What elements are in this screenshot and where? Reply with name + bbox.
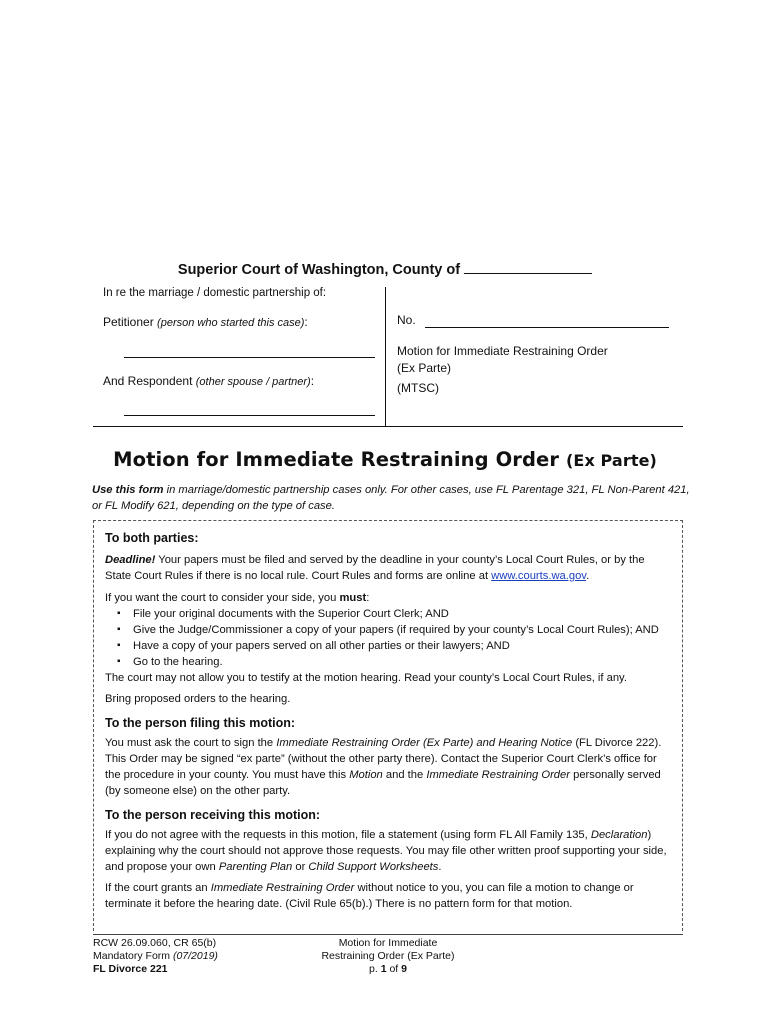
consider-lead: If you want the court to consider your side, you	[105, 592, 340, 604]
petitioner-label: Petitioner	[103, 315, 154, 329]
intro-text: in marriage/domestic partnership cases only. For other cases, use FL Parentage 321, FL Non-Parent 421, or FL Modify 621, depending on the type of case.	[92, 484, 690, 512]
filing-text-3: and the	[382, 769, 427, 781]
footer-page-total: 9	[401, 963, 407, 975]
testify-paragraph: The court may not allow you to testify at the motion hearing. Read your county’s Local Court Rules, if any.	[105, 672, 627, 684]
footer-page-current: 1	[380, 963, 387, 975]
respondent-line	[103, 374, 314, 388]
recv-text-1: If you do not agree with the requests in this motion, file a statement (using form FL All Family 135,	[105, 829, 591, 841]
footer-rcw: RCW 26.09.060, CR 65(b)	[93, 937, 217, 949]
receiving-heading: To the person receiving this motion:	[105, 808, 321, 822]
both-parties-heading: To both parties:	[105, 531, 199, 545]
proposed-orders-paragraph: Bring proposed orders to the hearing.	[105, 693, 291, 705]
deadline-period: .	[586, 570, 590, 582]
deadline-text: Your papers must be filed and served by the deadline in your county’s Local Court Rules, or by the State Court Rules if there is no local rule. Court Rules and forms are online at	[105, 554, 645, 582]
recv-worksheets: Child Support Worksheets	[308, 861, 439, 873]
intro-paragraph	[92, 482, 692, 514]
deadline-lead: Deadline!	[105, 554, 156, 566]
footer-page-prefix: p.	[369, 963, 381, 975]
footer-mandatory	[93, 950, 218, 963]
petitioner-hint: (person who started this case)	[157, 317, 305, 329]
receiving-paragraph	[105, 827, 671, 875]
list-item: ▪ Go to the hearing.	[105, 654, 671, 670]
filing-order-word: Immediate Restraining Order	[426, 769, 570, 781]
deadline-paragraph	[105, 552, 671, 584]
respondent-label: And Respondent	[103, 374, 193, 388]
caption-doc-code: (MTSC)	[397, 381, 439, 395]
filing-order-name: Immediate Restraining Order (Ex Parte) and Hearing Notice	[276, 737, 573, 749]
grant-order-name: Immediate Restraining Order	[210, 882, 355, 894]
filing-paragraph	[105, 735, 671, 799]
case-number-line	[425, 327, 669, 328]
grant-text-2: without notice to you, you can file a motion to change or terminate it before the hearing date. (Civil Rule 65(b).) There is no pattern form for that motion.	[105, 882, 634, 910]
filing-text-1: You must ask the court to sign the	[105, 737, 277, 749]
list-item: ▪ Have a copy of your papers served on all other parties or their lawyers; AND	[105, 638, 671, 654]
caption-divider	[385, 287, 386, 427]
main-title	[0, 448, 770, 471]
consider-colon: :	[366, 592, 370, 604]
caption-doc-title-line1: Motion for Immediate Restraining Order	[397, 344, 608, 358]
filing-heading: To the person filing this motion:	[105, 716, 296, 730]
requirements-list	[105, 606, 671, 670]
recv-text-2: ) explaining why the court should not approve those requests. You may file other written proof supporting your side, and propose your own	[105, 829, 667, 873]
footer-rule	[93, 934, 683, 935]
filing-text-2: (FL Divorce 222). This Order may be signed “ex parte” (without the other party there). Contact the Superior Court Clerk’s office for the procedure in your county. You must have this	[105, 737, 662, 781]
list-item: ▪ Give the Judge/Commissioner a copy of your papers (if required by your county’s Local Court Rules); AND	[105, 622, 671, 638]
footer-left	[93, 937, 218, 976]
consider-paragraph	[105, 590, 671, 606]
main-title-sub: (Ex Parte)	[566, 451, 657, 470]
petitioner-name-line	[124, 357, 375, 358]
petitioner-colon: :	[304, 315, 308, 329]
footer-title-line2: Restraining Order (Ex Parte)	[321, 950, 455, 962]
footer-center	[288, 937, 488, 976]
recv-text-3: or	[292, 861, 309, 873]
county-blank-line	[464, 260, 592, 274]
footer-page-of: of	[386, 963, 402, 975]
must-word: must	[339, 592, 367, 604]
footer-page-number	[288, 963, 488, 976]
respondent-hint: (other spouse / partner)	[195, 376, 311, 388]
recv-parenting-plan: Parenting Plan	[218, 861, 293, 873]
list-item: ▪ File your original documents with the Superior Court Clerk; AND	[105, 606, 671, 622]
footer-form-id: FL Divorce 221	[93, 963, 168, 975]
recv-text-4: .	[438, 861, 442, 873]
caption-doc-title	[397, 343, 608, 397]
main-title-text: Motion for Immediate Restraining Order	[113, 448, 560, 471]
grant-paragraph	[105, 880, 671, 912]
footer-title-line1: Motion for Immediate	[338, 937, 438, 949]
respondent-name-line	[124, 415, 375, 416]
respondent-colon: :	[310, 374, 315, 388]
footer-form-date: (07/2019)	[172, 950, 218, 962]
caption-doc-title-line2: (Ex Parte)	[397, 361, 452, 375]
filing-text-4: personally served (by someone else) on the other party.	[105, 769, 661, 797]
grant-text-1: If the court grants an	[105, 882, 211, 894]
court-title	[0, 260, 770, 278]
filing-motion-word: Motion	[349, 769, 383, 781]
intro-lead: Use this form	[92, 484, 164, 496]
case-number-label: No.	[397, 313, 416, 327]
court-title-text: Superior Court of Washington, County of	[177, 262, 461, 278]
footer-mandatory-label: Mandatory Form	[93, 950, 173, 962]
instructions-content	[105, 530, 671, 912]
in-re-label: In re the marriage / domestic partnership of:	[103, 287, 327, 299]
recv-declaration: Declaration	[590, 829, 648, 841]
courts-website-link[interactable]: www.courts.wa.gov	[491, 570, 587, 582]
petitioner-line	[103, 315, 308, 329]
caption-bottom-rule	[93, 426, 683, 427]
